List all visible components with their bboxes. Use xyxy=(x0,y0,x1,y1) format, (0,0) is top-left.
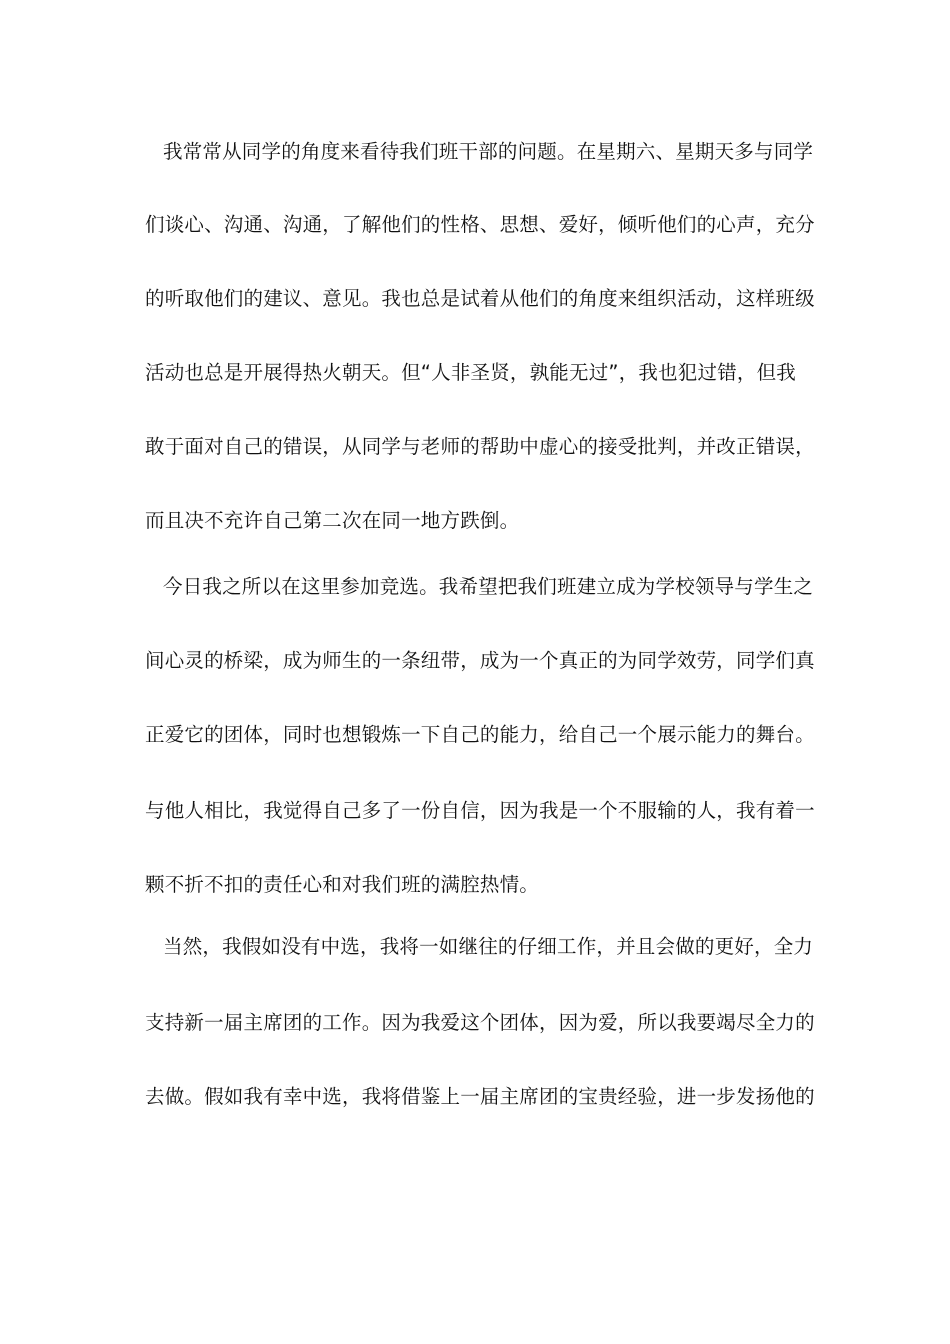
paragraph-1-line-1: 我常常从同学的角度来看待我们班干部的问题。在星期六、星期天多与同学 xyxy=(163,140,814,163)
paragraph-3-line-1: 当然，我假如没有中选，我将一如继往的仔细工作，并且会做的更好，全力 xyxy=(163,935,814,958)
paragraph-1-line-4: 活动也总是开展得热火朝天。但“人非圣贤，孰能无过”，我也犯过错，但我 xyxy=(145,361,797,384)
paragraph-1-line-5: 敢于面对自己的错误，从同学与老师的帮助中虚心的接受批判，并改正错误， xyxy=(145,435,815,458)
paragraph-1-line-6: 而且决不充许自己第二次在同一地方跌倒。 xyxy=(145,509,520,532)
paragraph-2-line-5: 颗不折不扣的责任心和对我们班的满腔热情。 xyxy=(145,873,540,896)
paragraph-2-line-1: 今日我之所以在这里参加竞选。我希望把我们班建立成为学校领导与学生之 xyxy=(163,575,814,598)
paragraph-2-line-2: 间心灵的桥梁，成为师生的一条纽带，成为一个真正的为同学效劳，同学们真 xyxy=(145,649,815,672)
paragraph-3-line-2: 支持新一届主席团的工作。因为我爱这个团体，因为爱，所以我要竭尽全力的 xyxy=(145,1011,815,1034)
paragraph-2-line-3: 正爱它的团体，同时也想锻炼一下自己的能力，给自己一个展示能力的舞台。 xyxy=(145,723,815,746)
paragraph-1-line-3: 的听取他们的建议、意见。我也总是试着从他们的角度来组织活动，这样班级 xyxy=(145,287,815,310)
paragraph-1-line-2: 们谈心、沟通、沟通，了解他们的性格、思想、爱好，倾听他们的心声，充分 xyxy=(145,213,815,236)
paragraph-2-line-4: 与他人相比，我觉得自己多了一份自信，因为我是一个不服输的人，我有着一 xyxy=(145,799,815,822)
paragraph-3-line-3: 去做。假如我有幸中选，我将借鉴上一届主席团的宝贵经验，进一步发扬他的 xyxy=(145,1085,815,1108)
